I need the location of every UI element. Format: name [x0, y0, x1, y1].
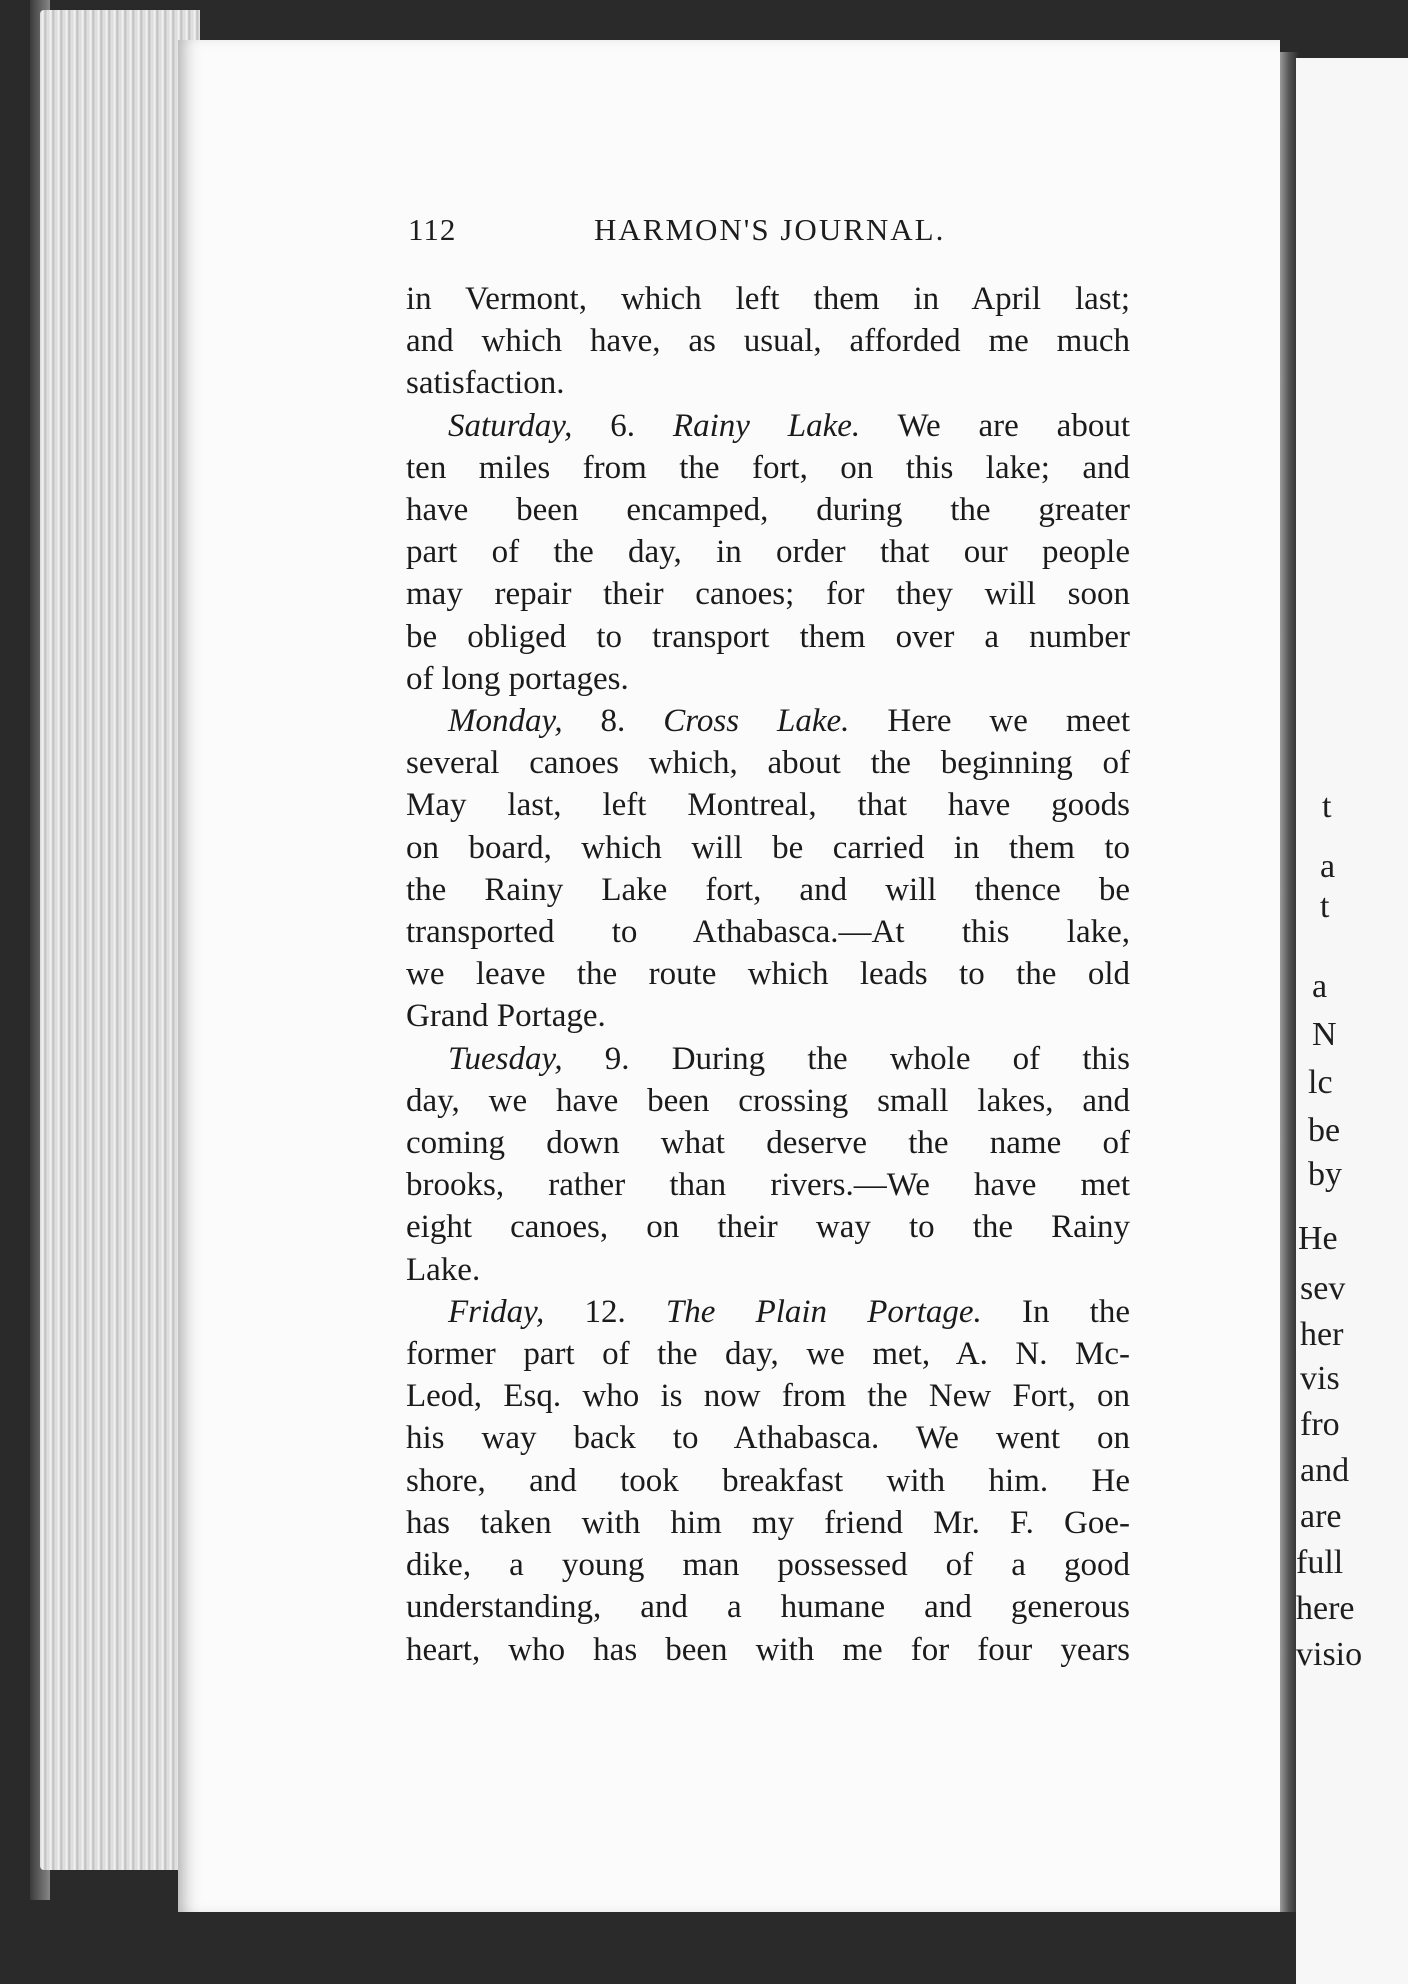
- entry-place: Cross Lake.: [663, 703, 850, 740]
- text-line: and which have, as usual, afforded me much: [406, 323, 1130, 360]
- text-line: transported to Athabasca.—At this lake,: [406, 914, 1130, 951]
- facing-page-fragment: full: [1296, 1544, 1344, 1581]
- page-body: [406, 278, 1130, 1671]
- facing-page-fragment: here: [1296, 1590, 1355, 1627]
- text-line: brooks, rather than rivers.—We have met: [406, 1167, 1130, 1204]
- entry-date: Saturday,: [448, 407, 573, 444]
- facing-page-fragment: N: [1312, 1016, 1337, 1053]
- text-line: [406, 1291, 1130, 1333]
- entry-day: 9. During the whole of this: [562, 1040, 1130, 1077]
- text-line: ten miles from the fort, on this lake; and: [406, 449, 1130, 486]
- entry-place: Rainy Lake.: [672, 407, 861, 444]
- text-line: be obliged to transport them over a number: [406, 618, 1130, 655]
- page-number: 112: [408, 212, 457, 247]
- text-line: heart, who has been with me for four years: [406, 1631, 1130, 1668]
- text-line: may repair their canoes; for they will soon: [406, 576, 1130, 613]
- text-line: several canoes which, about the beginning of: [406, 745, 1130, 782]
- entry-date: Monday,: [448, 703, 563, 740]
- facing-page-fragment: vis: [1300, 1360, 1340, 1397]
- facing-page-fragment: fro: [1300, 1406, 1340, 1443]
- entry-text: Here we meet: [849, 703, 1130, 740]
- facing-page-fragment: a: [1312, 968, 1328, 1005]
- text-line: Grand Portage.: [406, 998, 606, 1035]
- facing-page-fragment: He: [1298, 1220, 1338, 1257]
- text-line: part of the day, in order that our people: [406, 534, 1130, 571]
- page-edges: [40, 10, 200, 1870]
- text-line: [406, 1038, 1130, 1080]
- text-line: satisfaction.: [406, 365, 565, 402]
- text-line: have been encamped, during the greater: [406, 492, 1130, 529]
- text-line: eight canoes, on their way to the Rainy: [406, 1209, 1130, 1246]
- text-line: of long portages.: [406, 660, 629, 697]
- text-line: May last, left Montreal, that have goods: [406, 787, 1130, 824]
- entry-date: Friday,: [448, 1293, 545, 1330]
- facing-page-fragment: her: [1300, 1316, 1344, 1353]
- facing-page-fragment: and: [1300, 1452, 1350, 1489]
- facing-page-fragment: be: [1308, 1112, 1341, 1149]
- entry-place: The Plain Portage.: [665, 1293, 982, 1330]
- text-line: his way back to Athabasca. We went on: [406, 1420, 1130, 1457]
- facing-page-fragment: by: [1308, 1156, 1342, 1193]
- text-line: dike, a young man possessed of a good: [406, 1547, 1130, 1584]
- text-line: day, we have been crossing small lakes, and: [406, 1082, 1130, 1119]
- facing-page-fragment: lc: [1308, 1064, 1333, 1101]
- entry-day: 8.: [562, 703, 664, 740]
- facing-page-fragment: t: [1322, 788, 1332, 825]
- text-line: Lake.: [406, 1251, 481, 1288]
- facing-page-fragment: sev: [1300, 1270, 1346, 1307]
- entry-date: Tuesday,: [448, 1040, 563, 1077]
- text-line: we leave the route which leads to the old: [406, 956, 1130, 993]
- entry-day: 12.: [544, 1293, 666, 1330]
- facing-page-fragment: a: [1320, 848, 1336, 885]
- text-line: in Vermont, which left them in April last;: [406, 281, 1130, 317]
- text-line: former part of the day, we met, A. N. Mc-: [406, 1336, 1130, 1373]
- text-line: on board, which will be carried in them to: [406, 829, 1130, 866]
- facing-page-fragment: t: [1320, 888, 1330, 925]
- text-line: coming down what deserve the name of: [406, 1125, 1130, 1162]
- text-line: understanding, and a humane and generous: [406, 1589, 1130, 1626]
- text-line: shore, and took breakfast with him. He: [406, 1462, 1130, 1499]
- facing-page: [1296, 58, 1408, 1984]
- text-line: [406, 405, 1130, 447]
- facing-page-fragment: are: [1300, 1498, 1342, 1535]
- text-line: Leod, Esq. who is now from the New Fort, on: [406, 1378, 1130, 1415]
- running-title: HARMON'S JOURNAL.: [594, 212, 946, 247]
- facing-page-fragment: visio: [1296, 1636, 1363, 1673]
- entry-text: In the: [981, 1293, 1130, 1330]
- entry-day: 6.: [572, 407, 673, 444]
- text-line: [406, 700, 1130, 742]
- text-line: the Rainy Lake fort, and will thence be: [406, 871, 1130, 908]
- entry-text: We are about: [860, 407, 1130, 444]
- text-line: has taken with him my friend Mr. F. Goe-: [406, 1504, 1130, 1541]
